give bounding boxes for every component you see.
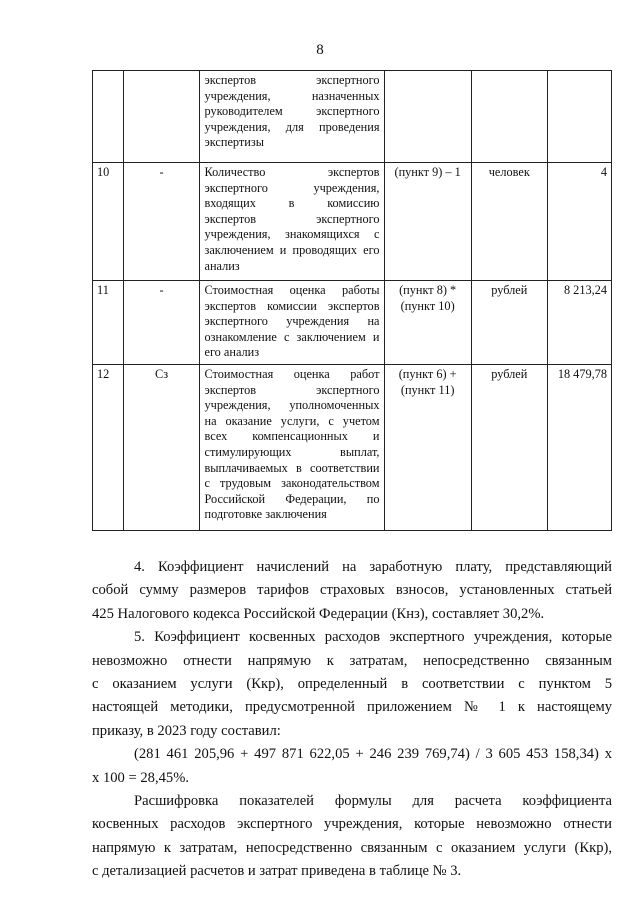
row-description-cell bbox=[200, 365, 384, 531]
description-line: учреждения, уполномоченных bbox=[204, 398, 380, 413]
paragraph-line: x 100 = 28,45%. bbox=[92, 769, 190, 786]
row-value-cell: 4 bbox=[547, 163, 611, 281]
row-value-cell: 8 213,24 bbox=[547, 281, 611, 365]
row-number-cell: 12 bbox=[93, 365, 124, 531]
description-line: экспертного учреждения на bbox=[204, 314, 380, 329]
description-line: анализ bbox=[204, 258, 240, 273]
row-formula-cell bbox=[384, 71, 471, 163]
description-line: его анализ bbox=[204, 345, 260, 360]
row-number-cell: 11 bbox=[93, 281, 124, 365]
row-value-cell: 18 479,78 bbox=[547, 365, 611, 531]
row-unit-cell: человек bbox=[471, 163, 547, 281]
row-unit-cell: рублей bbox=[471, 365, 547, 531]
row-value-cell bbox=[547, 71, 611, 163]
description-line: экспертов экспертного bbox=[204, 382, 380, 397]
paragraph bbox=[92, 790, 612, 884]
row-formula-cell bbox=[384, 163, 471, 281]
description-line: экспертного учреждения, bbox=[204, 180, 380, 195]
formula-line: (пункт 10) bbox=[400, 298, 455, 313]
table-body bbox=[93, 71, 612, 531]
paragraph-line: собой сумму размеров тарифов страховых взносов, установленных статьей bbox=[92, 582, 612, 599]
formula-line: (пункт 11) bbox=[400, 382, 455, 397]
description-line: подготовке заключения bbox=[204, 507, 327, 522]
page-number: 8 bbox=[316, 42, 324, 58]
description-line: экспертов экспертного bbox=[204, 73, 380, 87]
description-line: Российской Федерации, по bbox=[204, 491, 380, 506]
description-line: Количество экспертов bbox=[204, 165, 380, 179]
table-row bbox=[93, 281, 612, 365]
description-line: руководителем экспертного bbox=[204, 104, 380, 119]
paragraph-line: с оказанием услуги (Ккр), определенный в соответствии с пунктом 5 bbox=[92, 676, 612, 693]
formula-line: (пункт 8) * bbox=[399, 283, 457, 297]
formula-line: (пункт 6) + bbox=[398, 367, 457, 381]
table-row bbox=[93, 71, 612, 163]
paragraph bbox=[92, 556, 612, 626]
row-symbol-cell: Сз bbox=[123, 365, 200, 531]
row-number-cell: 10 bbox=[93, 163, 124, 281]
row-description-cell bbox=[200, 281, 384, 365]
paragraph-line: Расшифровка показателей формулы для расчета коэффициента bbox=[134, 793, 612, 810]
description-line: Стоимостная оценка работ bbox=[204, 367, 380, 381]
description-line: экспертов экспертного bbox=[204, 211, 380, 226]
paragraph-line: невозможно отнести напрямую к затратам, непосредственно связанным bbox=[92, 652, 612, 669]
row-formula-cell bbox=[384, 365, 471, 531]
row-number-cell bbox=[93, 71, 124, 163]
paragraph-line: 5. Коэффициент косвенных расходов экспертного учреждения, которые bbox=[134, 629, 612, 646]
description-line: ознакомление с заключением и bbox=[204, 329, 380, 344]
description-line: учреждения, для проведения bbox=[204, 119, 380, 134]
description-line: экспертов комиссии экспертов bbox=[204, 298, 380, 313]
paragraph bbox=[92, 626, 612, 743]
row-description-cell bbox=[200, 71, 384, 163]
paragraph-line: косвенных расходов экспертного учреждения, которые невозможно отнести bbox=[92, 816, 612, 833]
description-line: с трудовым законодательством bbox=[204, 476, 380, 491]
table-row bbox=[93, 365, 612, 531]
description-line: на оказание услуги, с учетом bbox=[204, 413, 380, 428]
row-symbol-cell: - bbox=[123, 281, 200, 365]
description-line: стимулирующих выплат, bbox=[204, 444, 380, 459]
description-line: заключением и проводящих его bbox=[204, 242, 380, 257]
row-formula-cell bbox=[384, 281, 471, 365]
description-line: учреждения, назначенных bbox=[204, 88, 380, 103]
data-table bbox=[92, 70, 612, 531]
body-text bbox=[92, 556, 612, 884]
description-line: экспертизы bbox=[204, 135, 264, 150]
description-line: всех компенсационных и bbox=[204, 429, 380, 444]
paragraph-line: (281 461 205,96 + 497 871 622,05 + 246 239 769,74) / 3 605 453 158,34) x bbox=[134, 746, 612, 763]
paragraph-line: с детализацией расчетов и затрат приведена в таблице № 3. bbox=[92, 863, 462, 880]
row-description-cell bbox=[200, 163, 384, 281]
row-unit-cell bbox=[471, 71, 547, 163]
paragraph-line: настоящей методики, предусмотренной приложением № 1 к настоящему bbox=[92, 699, 612, 716]
paragraph-line: 425 Налогового кодекса Российской Федерации (Кнз), составляет 30,2%. bbox=[92, 605, 545, 622]
paragraph-line: напрямую к затратам, непосредственно связанным с оказанием услуги (Ккр), bbox=[92, 839, 612, 856]
paragraph bbox=[92, 743, 612, 790]
row-symbol-cell bbox=[123, 71, 200, 163]
formula-line: (пункт 9) – 1 bbox=[394, 165, 461, 179]
row-unit-cell: рублей bbox=[471, 281, 547, 365]
description-line: входящих в комиссию bbox=[204, 196, 380, 211]
description-line: учреждения, знакомящихся с bbox=[204, 227, 380, 242]
table-row bbox=[93, 163, 612, 281]
paragraph-line: 4. Коэффициент начислений на заработную плату, представляющий bbox=[134, 559, 612, 575]
paragraph-line: приказу, в 2023 году составил: bbox=[92, 722, 281, 739]
description-line: Стоимостная оценка работы bbox=[204, 283, 380, 297]
description-line: выплачиваемых в соответствии bbox=[204, 460, 380, 475]
row-symbol-cell: - bbox=[123, 163, 200, 281]
